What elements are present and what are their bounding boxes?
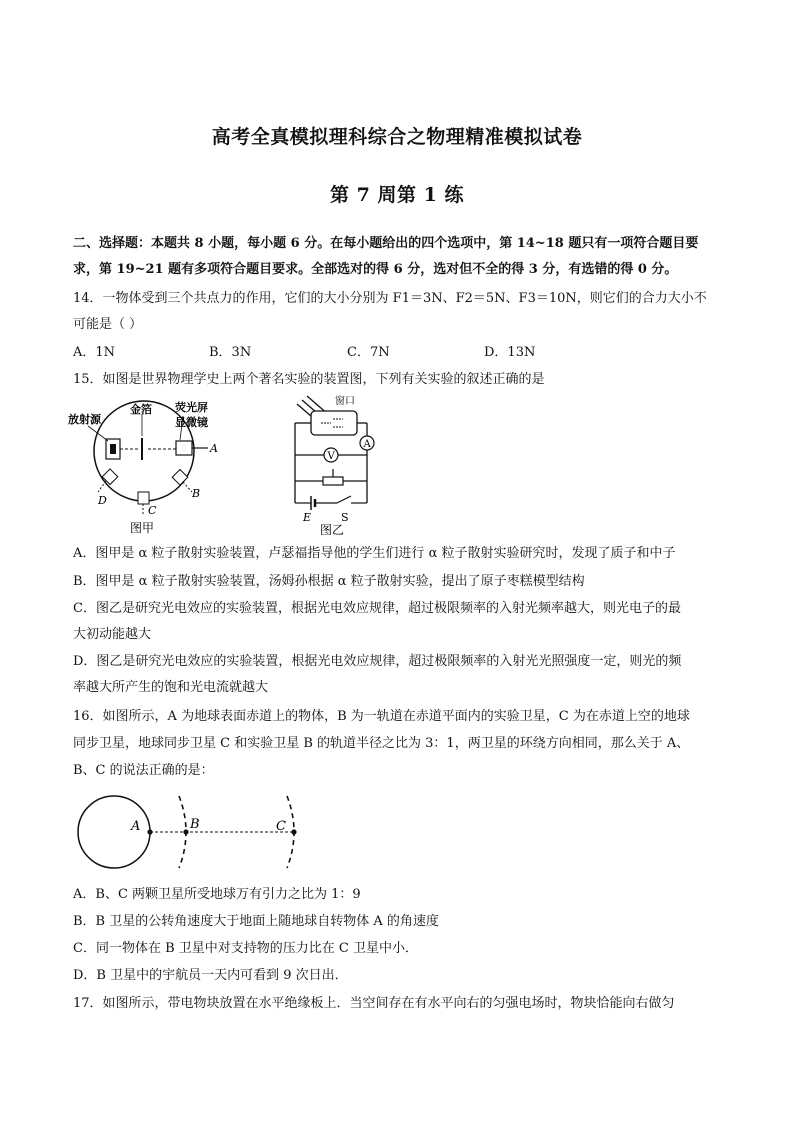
switch-blade bbox=[337, 496, 351, 503]
q14-option-a: A．1N bbox=[73, 345, 116, 360]
label-foil: 金箔 bbox=[130, 403, 152, 416]
section-instruction-line-2: 求，第 19~21 题有多项符合题目要求。全部选对的得 6 分，选对但不全的得 3 分，有选错的得 0 分。 bbox=[73, 262, 678, 277]
q14-stem-line-1: 14．一物体受到三个共点力的作用，它们的大小分别为 F1＝3N、F2＝5N、F3＝10N，则它们的合力大小不 bbox=[73, 291, 707, 306]
point-a bbox=[147, 829, 152, 834]
label-emf: E bbox=[303, 511, 312, 524]
label-switch: S bbox=[341, 511, 349, 524]
figure-rutherford-apparatus bbox=[68, 396, 228, 536]
q14-option-d: D．13N bbox=[484, 345, 536, 360]
q15-option-a: A．图甲是 α 粒子散射实验装置，卢瑟福指导他的学生们进行 α 粒子散射实验研究时，发现了质子和中子 bbox=[73, 546, 676, 561]
section-instruction-line-1: 二、选择题：本题共 8 小题，每小题 6 分。在每小题给出的四个选项中，第 14~18 题只有一项符合题目要 bbox=[73, 236, 699, 251]
q15-option-c-line-1: C．图乙是研究光电效应的实验装置，根据光电效应规律，超过极限频率的入射光频率越大，则光电子的最 bbox=[73, 601, 681, 616]
detector-c bbox=[138, 492, 149, 504]
label-microscope: 显微镜 bbox=[175, 416, 208, 429]
label-pos-c: C bbox=[148, 504, 157, 517]
page-title: 高考全真模拟理科综合之物理精准模拟试卷 bbox=[211, 126, 583, 148]
q14-option-b: B．3N bbox=[209, 345, 252, 360]
q16-stem-line-3: B、C 的说法正确的是： bbox=[73, 763, 214, 778]
page-subtitle: 第 7 周第 1 练 bbox=[330, 184, 464, 206]
label-a: A bbox=[131, 819, 141, 834]
figure-photoelectric-circuit bbox=[285, 393, 385, 536]
q16-stem-line-1: 16．如图所示，A 为地球表面赤道上的物体，B 为一轨道在赤道平面内的实验卫星，C 为在赤道上空的地球 bbox=[73, 709, 690, 724]
q17-stem: 17．如图所示，带电物块放置在水平绝缘板上．当空间存在有水平向右的匀强电场时，物块恰能向右做匀 bbox=[73, 996, 675, 1011]
q16-option-c: C．同一物体在 B 卫星中对支持物的压力比在 C 卫星中小． bbox=[73, 941, 418, 956]
label-b: B bbox=[190, 817, 200, 832]
detector-b bbox=[172, 470, 188, 486]
ammeter-label: A bbox=[363, 439, 371, 450]
label-c: C bbox=[276, 819, 286, 834]
microscope-at-a bbox=[176, 441, 192, 455]
label-pos-d: D bbox=[98, 494, 107, 507]
label-screen: 荧光屏 bbox=[175, 401, 208, 414]
q16-stem-line-2: 同步卫星，地球同步卫星 C 和实验卫星 B 的轨道半径之比为 3：1，两卫星的环绕方向相同，那么关于 A、 bbox=[73, 736, 690, 751]
label-pos-b: B bbox=[192, 487, 201, 500]
q15-option-c-line-2: 大初动能越大 bbox=[73, 627, 152, 642]
phototube bbox=[311, 411, 357, 435]
label-window: 窗口 bbox=[335, 396, 355, 407]
q14-option-c: C．7N bbox=[347, 345, 390, 360]
caption-fig2: 图乙 bbox=[320, 523, 345, 536]
q14-stem-line-2: 可能是（ ） bbox=[73, 317, 143, 332]
q15-option-d-line-2: 率越大所产生的饱和光电流就越大 bbox=[73, 680, 269, 695]
path-b bbox=[183, 482, 192, 492]
q16-option-d: D．B 卫星中的宇航员一天内可看到 9 次日出． bbox=[73, 968, 348, 983]
q15-option-b: B．图甲是 α 粒子散射实验装置，汤姆孙根据 α 粒子散射实验，提出了原子枣糕模型结构 bbox=[73, 574, 585, 589]
q15-stem: 15．如图是世界物理学史上两个著名实验的装置图，下列有关实验的叙述正确的是 bbox=[73, 372, 545, 387]
label-pos-a: A bbox=[210, 442, 218, 455]
figure-earth-satellites bbox=[76, 794, 306, 874]
q15-option-d-line-1: D．图乙是研究光电效应的实验装置，根据光电效应规律，超过极限频率的入射光光照强度一定，则光的频 bbox=[73, 654, 682, 669]
rheostat bbox=[323, 477, 343, 485]
radioactive-source-core bbox=[110, 444, 116, 454]
q16-option-a: A．B、C 两颗卫星所受地球万有引力之比为 1：9 bbox=[73, 887, 361, 902]
q16-option-b: B．B 卫星的公转角速度大于地面上随地球自转物体 A 的角速度 bbox=[73, 914, 439, 929]
voltmeter-label: V bbox=[327, 451, 335, 462]
caption-fig1: 图甲 bbox=[130, 521, 155, 535]
source-label-leader bbox=[88, 426, 108, 441]
label-source: 放射源 bbox=[68, 413, 101, 426]
